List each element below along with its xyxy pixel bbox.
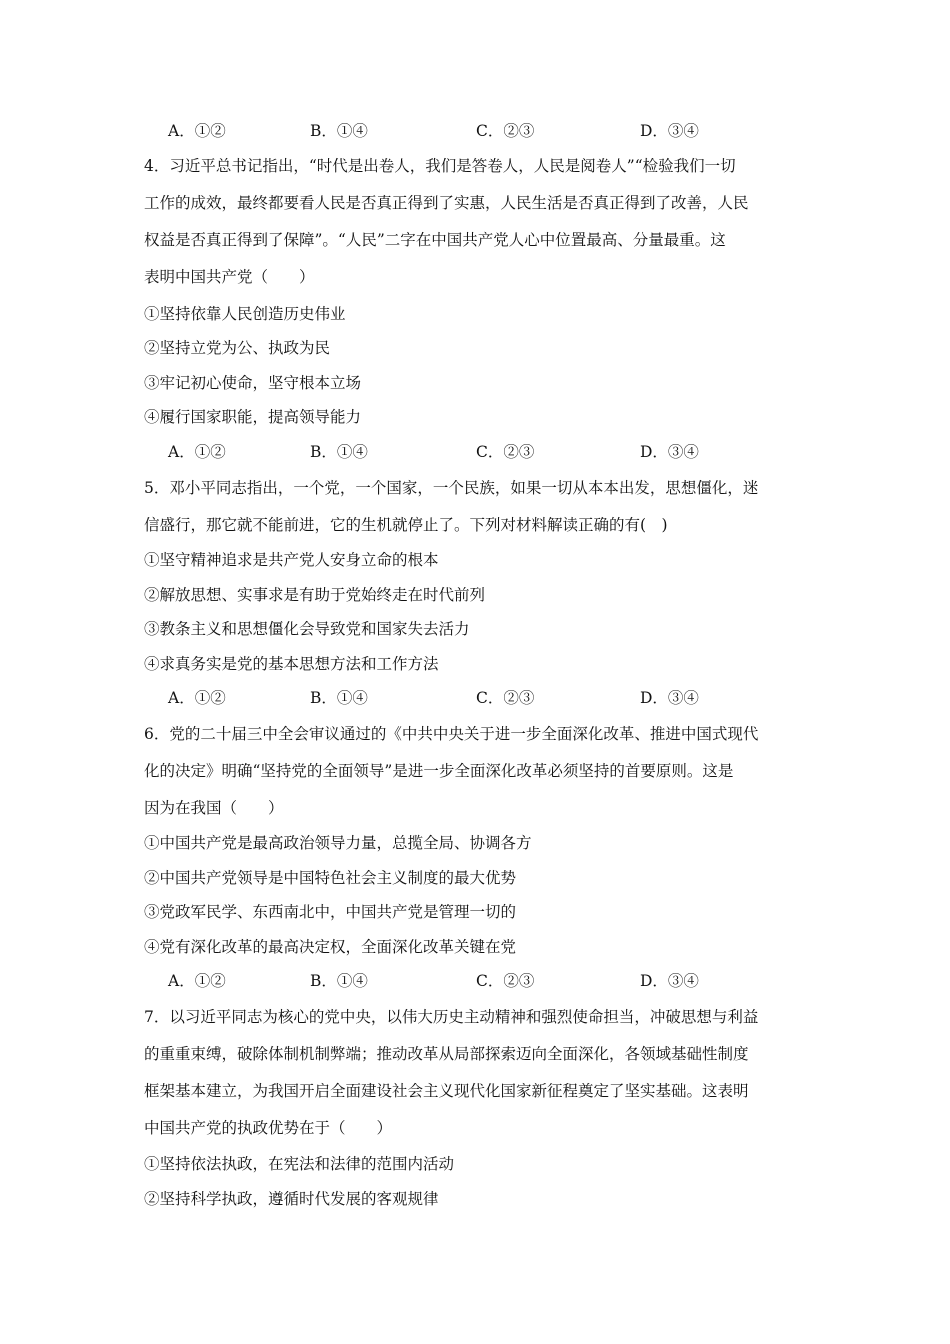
q7-stem-line-3: 框架基本建立，为我国开启全面建设社会主义现代化国家新征程奠定了坚实基础。这表明 xyxy=(144,1082,749,1100)
q5-stem-line-1: 5．邓小平同志指出，一个党，一个国家，一个民族，如果一切从本本出发，思想僵化，迷 xyxy=(144,479,759,497)
q6-statement-3: ③党政军民学、东西南北中，中国共产党是管理一切的 xyxy=(144,903,517,921)
q5-statement-1: ①坚守精神追求是共产党人安身立命的根本 xyxy=(144,551,439,569)
q4-options xyxy=(168,440,768,460)
option-c[interactable]: C．②③ xyxy=(476,443,535,461)
q7-stem-line-1: 7．以习近平同志为核心的党中央，以伟大历史主动精神和强烈使命担当，冲破思想与利益 xyxy=(144,1008,759,1026)
q6-options xyxy=(168,969,768,989)
option-b[interactable]: B．①④ xyxy=(310,689,368,707)
q5-stem-line-2: 信盛行，那它就不能前进，它的生机就停止了。下列对材料解读正确的有( ) xyxy=(144,516,668,534)
q4-stem-line-4: 表明中国共产党（ ） xyxy=(144,268,315,286)
q4-statement-4: ④履行国家职能，提高领导能力 xyxy=(144,408,362,426)
q7-statement-2: ②坚持科学执政，遵循时代发展的客观规律 xyxy=(144,1190,439,1208)
option-c[interactable]: C．②③ xyxy=(476,122,535,140)
option-d[interactable]: D．③④ xyxy=(640,689,699,707)
q7-stem-line-2: 的重重束缚，破除体制机制弊端；推动改革从局部探索迈向全面深化，各领域基础性制度 xyxy=(144,1045,749,1063)
q4-stem-line-2: 工作的成效，最终都要看人民是否真正得到了实惠，人民生活是否真正得到了改善，人民 xyxy=(144,194,749,212)
option-d[interactable]: D．③④ xyxy=(640,443,699,461)
q5-statement-3: ③教条主义和思想僵化会导致党和国家失去活力 xyxy=(144,620,470,638)
q6-statement-2: ②中国共产党领导是中国特色社会主义制度的最大优势 xyxy=(144,869,517,887)
q7-stem-line-4: 中国共产党的执政优势在于（ ） xyxy=(144,1119,393,1137)
option-d[interactable]: D．③④ xyxy=(640,972,699,990)
option-d[interactable]: D．③④ xyxy=(640,122,699,140)
q6-stem-line-1: 6．党的二十届三中全会审议通过的《中共中央关于进一步全面深化改革、推进中国式现代 xyxy=(144,725,759,743)
q6-statement-4: ④党有深化改革的最高决定权，全面深化改革关键在党 xyxy=(144,938,517,956)
q6-statement-1: ①中国共产党是最高政治领导力量，总揽全局、协调各方 xyxy=(144,834,532,852)
q5-options xyxy=(168,686,768,706)
q7-statement-1: ①坚持依法执政，在宪法和法律的范围内活动 xyxy=(144,1155,455,1173)
option-a[interactable]: A．①② xyxy=(168,122,226,140)
q6-stem-line-2: 化的决定》明确“坚持党的全面领导”是进一步全面深化改革必须坚持的首要原则。这是 xyxy=(144,762,734,780)
q4-stem-line-1: 4．习近平总书记指出，“时代是出卷人，我们是答卷人，人民是阅卷人”“检验我们一切 xyxy=(144,157,736,175)
q5-statement-4: ④求真务实是党的基本思想方法和工作方法 xyxy=(144,655,439,673)
option-a[interactable]: A．①② xyxy=(168,972,226,990)
option-a[interactable]: A．①② xyxy=(168,689,226,707)
option-c[interactable]: C．②③ xyxy=(476,972,535,990)
option-b[interactable]: B．①④ xyxy=(310,122,368,140)
option-c[interactable]: C．②③ xyxy=(476,689,535,707)
q4-stem-line-3: 权益是否真正得到了保障”。“人民”二字在中国共产党人心中位置最高、分量最重。这 xyxy=(144,231,726,249)
option-a[interactable]: A．①② xyxy=(168,443,226,461)
q4-statement-1: ①坚持依靠人民创造历史伟业 xyxy=(144,305,346,323)
q4-statement-2: ②坚持立党为公、执政为民 xyxy=(144,339,331,357)
q5-statement-2: ②解放思想、实事求是有助于党始终走在时代前列 xyxy=(144,586,486,604)
option-b[interactable]: B．①④ xyxy=(310,443,368,461)
q6-stem-line-3: 因为在我国（ ） xyxy=(144,799,284,817)
q4-statement-3: ③牢记初心使命，坚守根本立场 xyxy=(144,374,362,392)
option-b[interactable]: B．①④ xyxy=(310,972,368,990)
q3-options xyxy=(168,119,768,139)
